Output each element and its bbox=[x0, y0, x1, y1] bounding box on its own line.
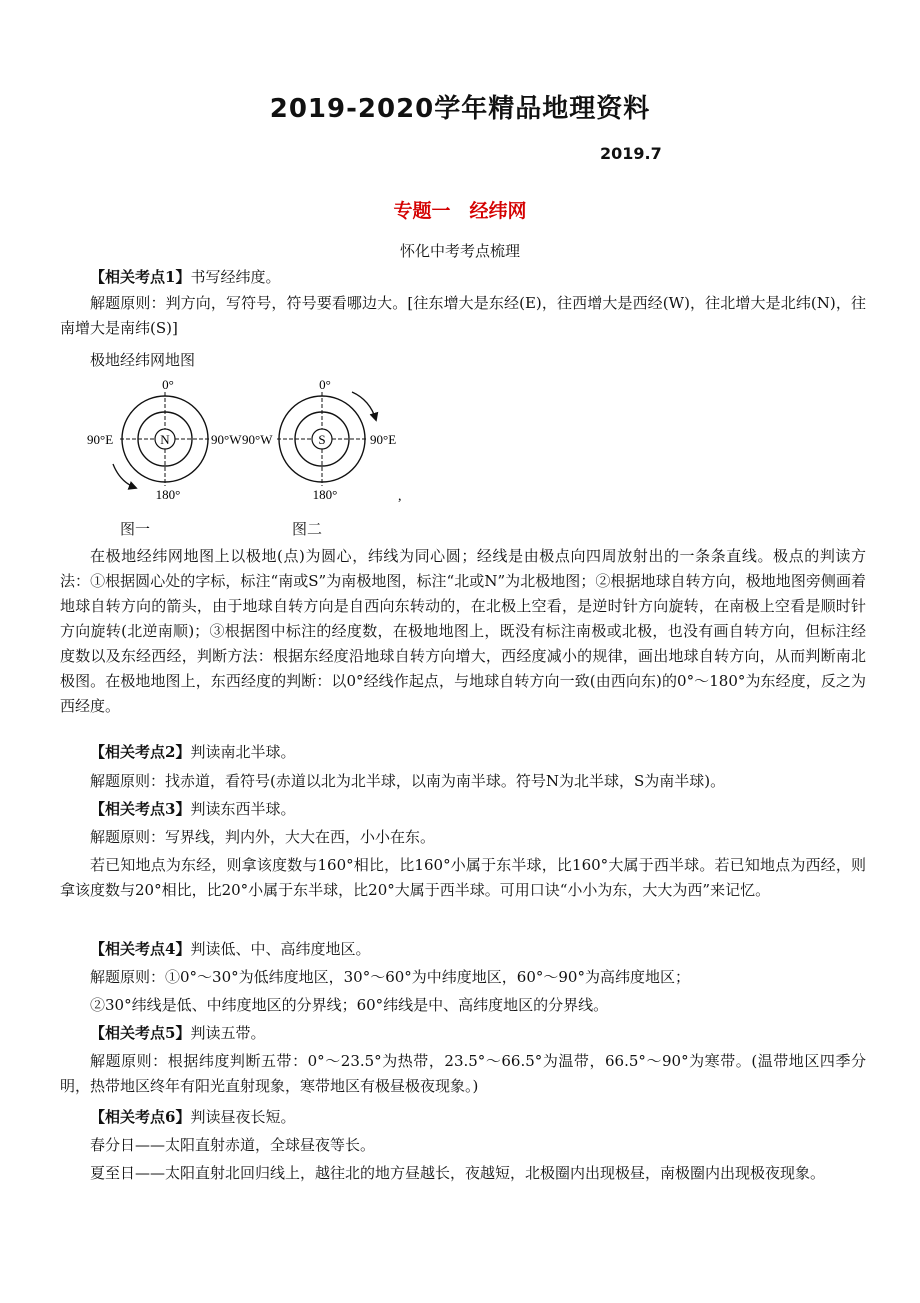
fig1-right-label: 90°W bbox=[211, 432, 242, 447]
kp3-detail: 若已知地点为东经，则拿该度数与160°相比，比160°小属于东半球，比160°大属于西半球。若已知地点为西经，则拿该度数与20°相比，比20°小属于东半球，比20°大属于西半球。可用口诀“小小为东，大大为西”来记忆。 bbox=[60, 856, 866, 899]
figure1-caption: 图一 bbox=[120, 520, 151, 538]
kp4-line2: ②30°纬线是低、中纬度地区的分界线；60°纬线是中、高纬度地区的分界线。 bbox=[90, 996, 609, 1014]
kp2-heading: 【相关考点2】判读南北半球。 bbox=[90, 743, 296, 761]
fig1-bottom-label: 180° bbox=[155, 487, 181, 502]
fig1-top-label: 0° bbox=[162, 378, 174, 392]
figure2-caption: 图二 bbox=[292, 520, 323, 538]
kp5-principle: 解题原则：根据纬度判断五带：0°～23.5°为热带，23.5°～66.5°为温带，66.5°～90°为寒带。(温带地区四季分明，热带地区终年有阳光直射现象，寒带地区有极昼极夜现象。) bbox=[60, 1052, 866, 1095]
kp6-heading: 【相关考点6】判读昼夜长短。 bbox=[90, 1108, 296, 1126]
figure-north-pole bbox=[87, 378, 242, 502]
fig2-center-label: S bbox=[318, 432, 326, 447]
fig1-center-label: N bbox=[160, 432, 170, 447]
fig1-left-label: 90°E bbox=[87, 432, 114, 447]
kp3-heading: 【相关考点3】判读东西半球。 bbox=[90, 800, 296, 818]
polar-explanation: 在极地经纬网地图上以极地(点)为圆心，纬线为同心圆；经线是由极点向四周放射出的一条条直线。极点的判读方法：①根据圆心处的字标，标注“南或S”为南极地图，标注“北或N”为北极地图；②根据地球自转方向，极地地图旁侧画着地球自转方向的箭头，由于地球自转方向是自西向东转动的，在北极上空看，是逆时针方向旋转，在南极上空看是顺时针方向旋转(北逆南顺)；③根据图中标注的经度数，在极地地图上，既没有标注南极或北极，也没有画自转方向，但标注经度数以及东经西经，判断方法：根据东经度沿地球自转方向增大，西经度减小的规律，画出地球自转方向，从而判断南北极图。在极地地图上，东西经度的判断：以0°经线作起点，与地球自转方向一致(由西向东)的0°～180°为东经度，反之为西经度。 bbox=[60, 547, 866, 715]
kp1-heading: 【相关考点1】书写经纬度。 bbox=[90, 268, 281, 286]
figure-comma: , bbox=[398, 489, 402, 502]
topic-title: 专题一 经纬网 bbox=[393, 200, 527, 222]
page-title: 2019-2020学年精品地理资料 bbox=[269, 94, 651, 124]
fig2-top-label: 0° bbox=[319, 378, 331, 392]
kp6-summer: 夏至日——太阳直射北回归线上，越往北的地方昼越长，夜越短，北极圈内出现极昼，南极圈内出现极夜现象。 bbox=[90, 1164, 826, 1182]
fig2-bottom-label: 180° bbox=[312, 487, 338, 502]
polar-grid-figures bbox=[80, 378, 420, 502]
kp1-principle: 解题原则：判方向，写符号，符号要看哪边大。[往东增大是东经(E)，往西增大是西经(W)，往北增大是北纬(N)，往南增大是南纬(S)] bbox=[60, 294, 866, 337]
topic-subtitle: 怀化中考考点梳理 bbox=[399, 242, 520, 260]
kp5-heading: 【相关考点5】判读五带。 bbox=[90, 1024, 266, 1042]
kp6-spring: 春分日——太阳直射赤道，全球昼夜等长。 bbox=[90, 1136, 376, 1154]
fig2-right-label: 90°E bbox=[370, 432, 397, 447]
fig2-left-label: 90°W bbox=[242, 432, 273, 447]
figure-south-pole bbox=[242, 378, 396, 502]
polar-map-title: 极地经纬网地图 bbox=[90, 351, 196, 369]
page-date: 2019.7 bbox=[600, 144, 662, 163]
kp3-principle: 解题原则：写界线，判内外，大大在西，小小在东。 bbox=[90, 828, 436, 846]
kp2-principle: 解题原则：找赤道，看符号(赤道以北为北半球，以南为南半球。符号N为北半球，S为南半球)。 bbox=[90, 772, 726, 790]
kp4-principle: 解题原则：①0°～30°为低纬度地区，30°～60°为中纬度地区，60°～90°为高纬度地区； bbox=[90, 968, 690, 986]
kp4-heading: 【相关考点4】判读低、中、高纬度地区。 bbox=[90, 940, 371, 958]
